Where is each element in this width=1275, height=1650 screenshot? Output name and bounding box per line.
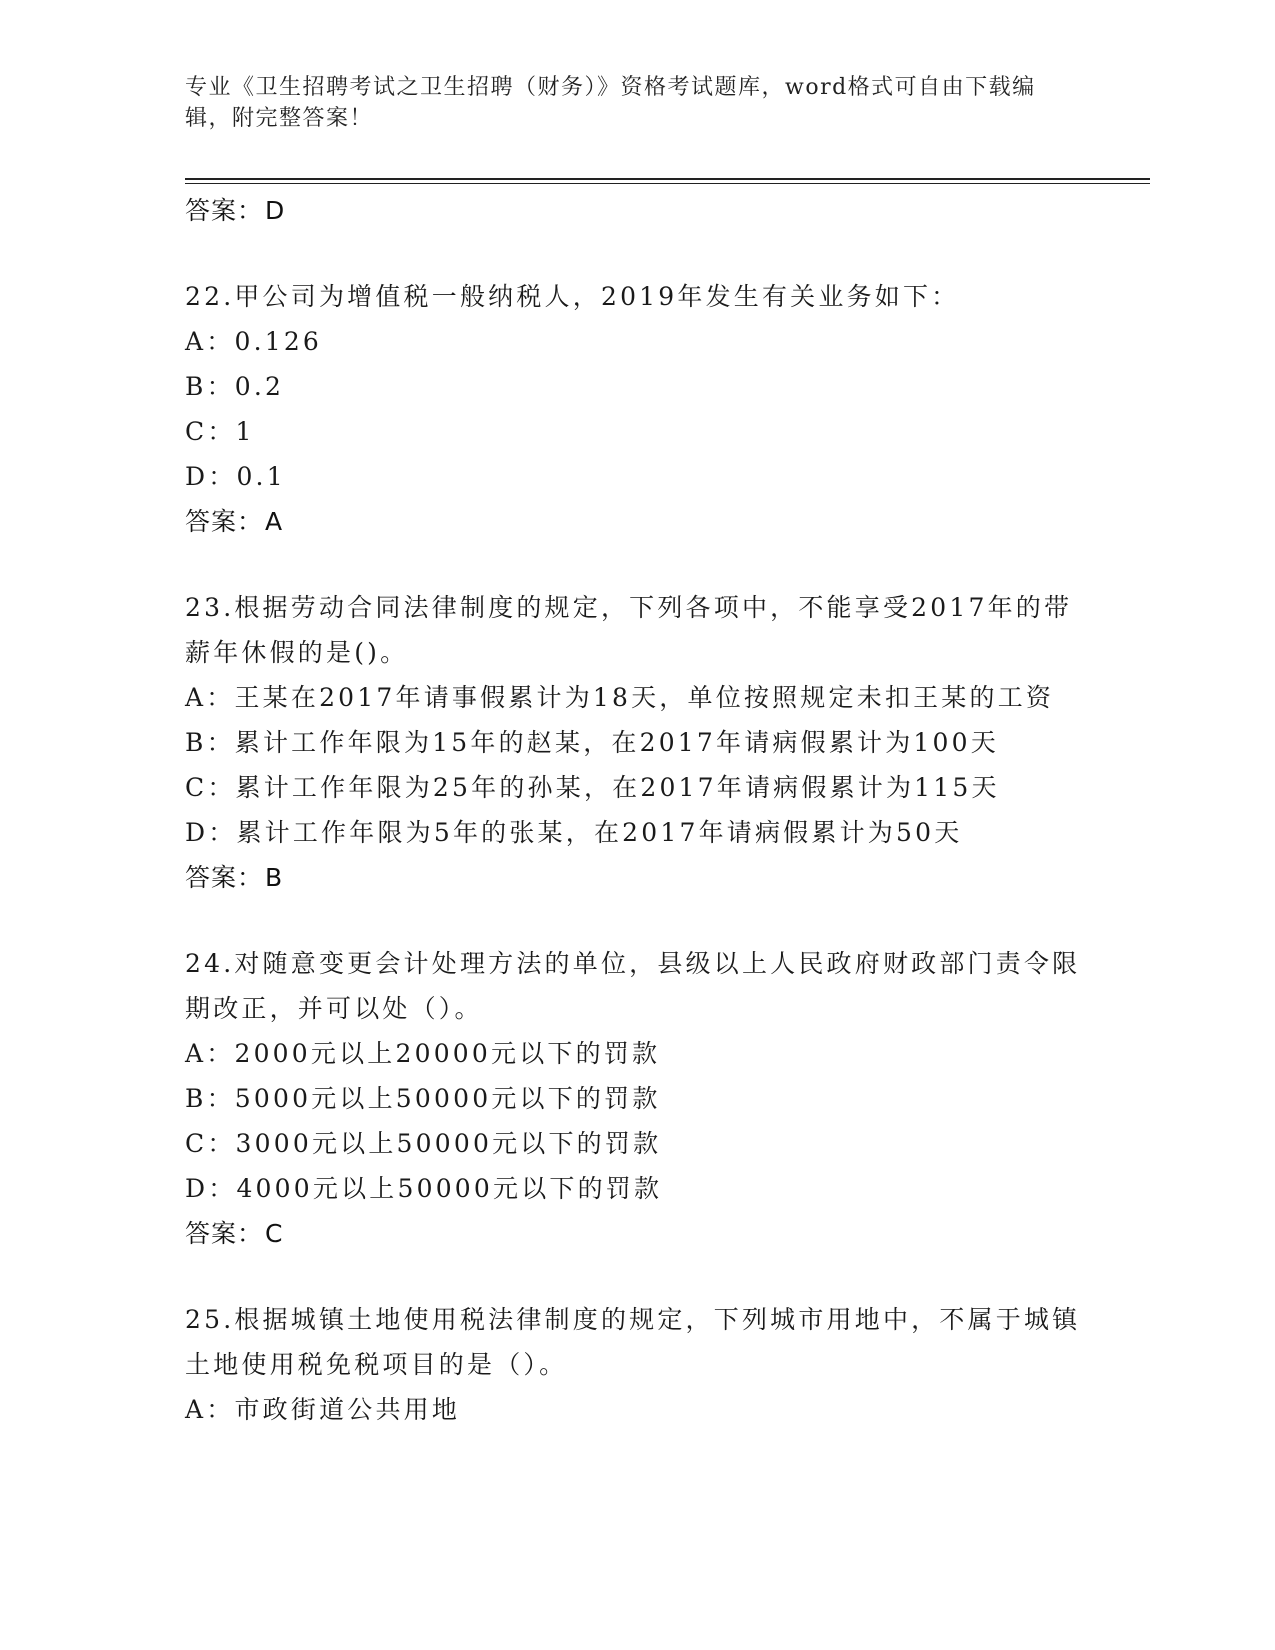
option-d [185,454,1085,499]
option-text: 0.126 [234,327,323,356]
option-c [185,1121,1085,1166]
question-block-23 [185,585,1085,901]
option-letter: C： [185,773,236,802]
option-letter: D： [185,1174,237,1203]
answer-value: A [265,507,284,536]
answer-line [185,855,1085,901]
answer-line [185,499,1085,545]
option-text: 累计工作年限为5年的张某，在2017年请病假累计为50天 [236,818,963,847]
option-c [185,765,1085,810]
question-block-24 [185,941,1085,1257]
option-text: 累计工作年限为15年的赵某，在2017年请病假累计为100天 [234,728,999,757]
option-letter: A： [185,1395,235,1424]
option-c [185,409,1085,454]
option-letter: A： [185,327,235,356]
document-header: 专业《卫生招聘考试之卫生招聘（财务）》资格考试题库，word格式可自由下载编辑，附完整答案！ [185,75,1036,131]
header-divider-thin [185,183,1150,184]
question-text [185,941,1085,1031]
option-text: 5000元以上50000元以下的罚款 [234,1084,661,1113]
option-text: 2000元以上20000元以下的罚款 [234,1039,661,1068]
question-text [185,274,1085,319]
question-stem: 根据劳动合同法律制度的规定，下列各项中，不能享受2017年的带薪年休假的是()。 [185,593,1073,667]
option-b [185,1076,1085,1121]
option-d [185,810,1085,855]
answer-value: D [265,196,286,225]
answer-line [185,1211,1085,1257]
option-text: 0.2 [234,372,285,401]
option-letter: A： [185,1039,235,1068]
question-text [185,1297,1085,1387]
option-letter: B： [185,372,235,401]
option-a [185,1031,1085,1076]
question-list [185,188,1085,1432]
question-block-22 [185,274,1085,545]
option-b [185,720,1085,765]
header-divider-thick [185,178,1150,180]
question-text [185,585,1085,675]
answer-line [185,188,1085,234]
question-number: 23. [185,593,235,622]
option-a [185,319,1085,364]
option-letter: C： [185,1129,236,1158]
question-stem: 甲公司为增值税一般纳税人，2019年发生有关业务如下： [234,282,960,311]
option-letter: C： [185,417,236,446]
question-stem: 对随意变更会计处理方法的单位，县级以上人民政府财政部门责令限期改正，并可以处（）。 [185,949,1081,1023]
answer-value: B [265,863,284,892]
question-block-25 [185,1297,1085,1432]
option-d [185,1166,1085,1211]
question-number: 22. [185,282,235,311]
answer-label: 答案： [185,196,264,225]
option-a [185,675,1085,720]
option-letter: B： [185,1084,235,1113]
question-stem: 根据城镇土地使用税法律制度的规定，下列城市用地中，不属于城镇土地使用税免税项目的是（）。 [185,1305,1081,1379]
option-b [185,364,1085,409]
question-number: 24. [185,949,235,978]
option-letter: B： [185,728,235,757]
option-text: 0.1 [236,462,286,491]
option-text: 市政街道公共用地 [234,1395,461,1424]
option-text: 1 [235,417,255,446]
answer-label: 答案： [185,1219,264,1248]
answer-label: 答案： [185,863,264,892]
option-text: 王某在2017年请事假累计为18天，单位按照规定未扣王某的工资 [234,683,1055,712]
option-text: 累计工作年限为25年的孙某，在2017年请病假累计为115天 [235,773,1000,802]
option-text: 3000元以上50000元以下的罚款 [235,1129,662,1158]
option-a [185,1387,1085,1432]
option-letter: D： [185,462,237,491]
answer-label: 答案： [185,507,264,536]
question-number: 25. [185,1305,235,1334]
option-letter: D： [185,818,237,847]
option-text: 4000元以上50000元以下的罚款 [236,1174,663,1203]
option-letter: A： [185,683,235,712]
answer-value: C [265,1219,284,1248]
